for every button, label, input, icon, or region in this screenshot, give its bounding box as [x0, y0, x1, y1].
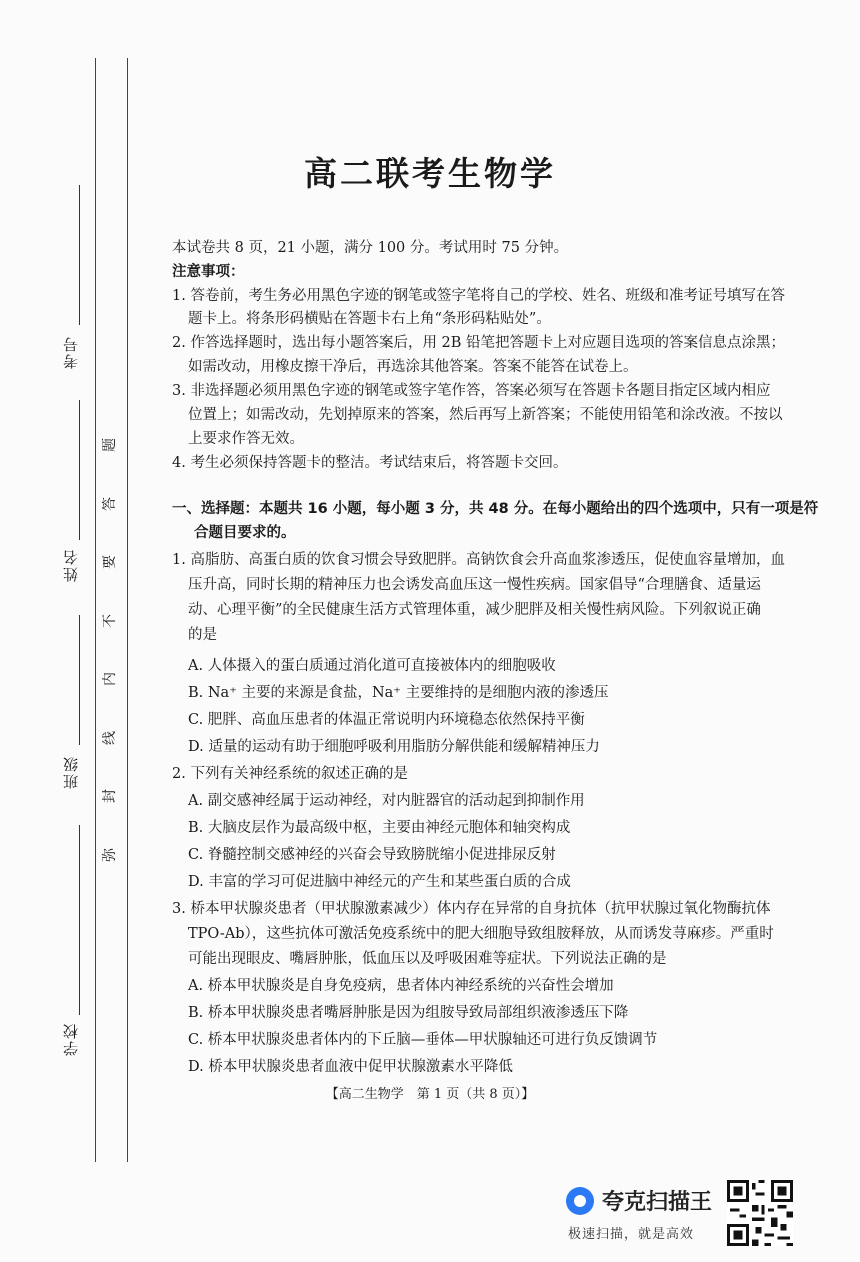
notice-line: 3. 非选择题必须用黑色字迹的钢笔或签字笔作答，答案必须写在答题卡各题目指定区域内相应: [172, 383, 771, 399]
notice-line: 4. 考生必须保持答题卡的整洁。考试结束后，将答题卡交回。: [172, 455, 568, 471]
kaohao-blank: [79, 185, 80, 325]
seal-char: 要: [102, 555, 118, 570]
seal-char: 内: [102, 672, 118, 687]
question-option: B. Na⁺ 主要的来源是食盐，Na⁺ 主要维持的是细胞内液的渗透压: [188, 685, 609, 701]
binding-line-outer: [95, 58, 96, 1162]
seal-char: 线: [102, 730, 118, 745]
question-option: A. 桥本甲状腺炎是自身免疫病，患者体内神经系统的兴奋性会增加: [188, 978, 614, 994]
notice-line: 如需改动，用橡皮擦干净后，再选涂其他答案。答案不能答在试卷上。: [188, 359, 638, 375]
binding-line-inner: [127, 58, 128, 1162]
question-option: D. 适量的运动有助于细胞呼吸利用脂肪分解供能和缓解精神压力: [188, 739, 600, 755]
seal-char: 弥: [102, 847, 118, 862]
question-option: A. 副交感神经属于运动神经，对内脏器官的活动起到抑制作用: [188, 793, 585, 809]
notice-line: 位置上；如需改动，先划掉原来的答案，然后再写上新答案；不能使用铅笔和涂改液。不按以: [188, 407, 783, 423]
question-option: C. 桥本甲状腺炎患者体内的下丘脑—垂体—甲状腺轴还可进行负反馈调节: [188, 1032, 658, 1048]
question-stem: 1. 高脂肪、高蛋白质的饮食习惯会导致肥胖。高钠饮食会升高血浆渗透压，促使血容量增加，血: [172, 552, 785, 568]
question-stem: 3. 桥本甲状腺炎患者（甲状腺激素减少）体内存在异常的自身抗体（抗甲状腺过氧化物酶抗体: [172, 901, 771, 917]
page-footer: 【高二生物学 第 1 页（共 8 页）】: [325, 1087, 535, 1102]
section-heading-cont: 合题目要求的。: [194, 525, 296, 541]
question-stem: 2. 下列有关神经系统的叙述正确的是: [172, 766, 408, 782]
notice-line: 上要求作答无效。: [188, 431, 304, 447]
question-stem: 动、心理平衡”的全民健康生活方式管理体重，减少肥胖及相关慢性病风险。下列叙说正确: [188, 602, 761, 618]
notice-heading: 注意事项：: [172, 264, 245, 280]
xingming-blank: [79, 400, 80, 540]
quark-logo-icon: [566, 1187, 594, 1215]
question-option: B. 桥本甲状腺炎患者嘴唇肿胀是因为组胺导致局部组织液渗透压下降: [188, 1005, 629, 1021]
question-option: B. 大脑皮层作为最高级中枢，主要由神经元胞体和轴突构成: [188, 820, 571, 836]
question-stem: TPO-Ab），这些抗体可激活免疫系统中的肥大细胞导致组胺释放，从而诱发荨麻疹。严重时: [188, 926, 774, 942]
seal-char: 封: [102, 789, 118, 804]
section-heading: 一、选择题：本题共 16 小题，每小题 3 分，共 48 分。在每小题给出的四个选项中，只有一项是符: [172, 501, 819, 517]
question-stem: 压升高，同时长期的精神压力也会诱发高血压这一慢性疾病。国家倡导“合理膳食、适量运: [188, 577, 761, 593]
qr-code-icon: [727, 1180, 793, 1246]
seal-char: 题: [102, 438, 118, 452]
kaohao-label: 考号: [62, 335, 80, 369]
exam-title: 高二联考生物学: [304, 154, 556, 193]
notice-line: 1. 答卷前，考生务必用黑色字迹的钢笔或签字笔将自己的学校、姓名、班级和准考证号填写在答: [172, 288, 785, 304]
banji-blank: [79, 615, 80, 745]
brand-slogan: 极速扫描，就是高效: [568, 1227, 695, 1242]
question-stem: 的是: [188, 627, 217, 643]
question-option: C. 肥胖、高血压患者的体温正常说明内环境稳态依然保持平衡: [188, 712, 585, 728]
intro-text: 本试卷共 8 页，21 小题，满分 100 分。考试用时 75 分钟。: [172, 240, 569, 256]
seal-line-text: [102, 435, 116, 865]
question-option: D. 丰富的学习可促进脑中神经元的产生和某些蛋白质的合成: [188, 874, 571, 890]
banji-label: 班级: [62, 755, 80, 789]
xuexiao-blank: [79, 825, 80, 1015]
question-option: C. 脊髓控制交感神经的兴奋会导致膀胱缩小促进排尿反射: [188, 847, 556, 863]
question-stem: 可能出现眼皮、嘴唇肿胀，低血压以及呼吸困难等症状。下列说法正确的是: [188, 951, 667, 967]
xingming-label: 姓名: [62, 548, 80, 582]
question-option: D. 桥本甲状腺炎患者血液中促甲状腺激素水平降低: [188, 1059, 513, 1075]
xuexiao-label: 学校: [62, 1022, 80, 1056]
seal-char: 答: [102, 496, 118, 511]
brand-name: 夸克扫描王: [602, 1190, 713, 1215]
seal-char: 不: [102, 613, 118, 628]
notice-line: 题卡上。将条形码横贴在答题卡右上角“条形码粘贴处”。: [188, 311, 551, 327]
notice-line: 2. 作答选择题时，选出每小题答案后，用 2B 铅笔把答题卡上对应题目选项的答案信息点涂黑；: [172, 335, 786, 351]
question-option: A. 人体摄入的蛋白质通过消化道可直接被体内的细胞吸收: [188, 658, 556, 674]
